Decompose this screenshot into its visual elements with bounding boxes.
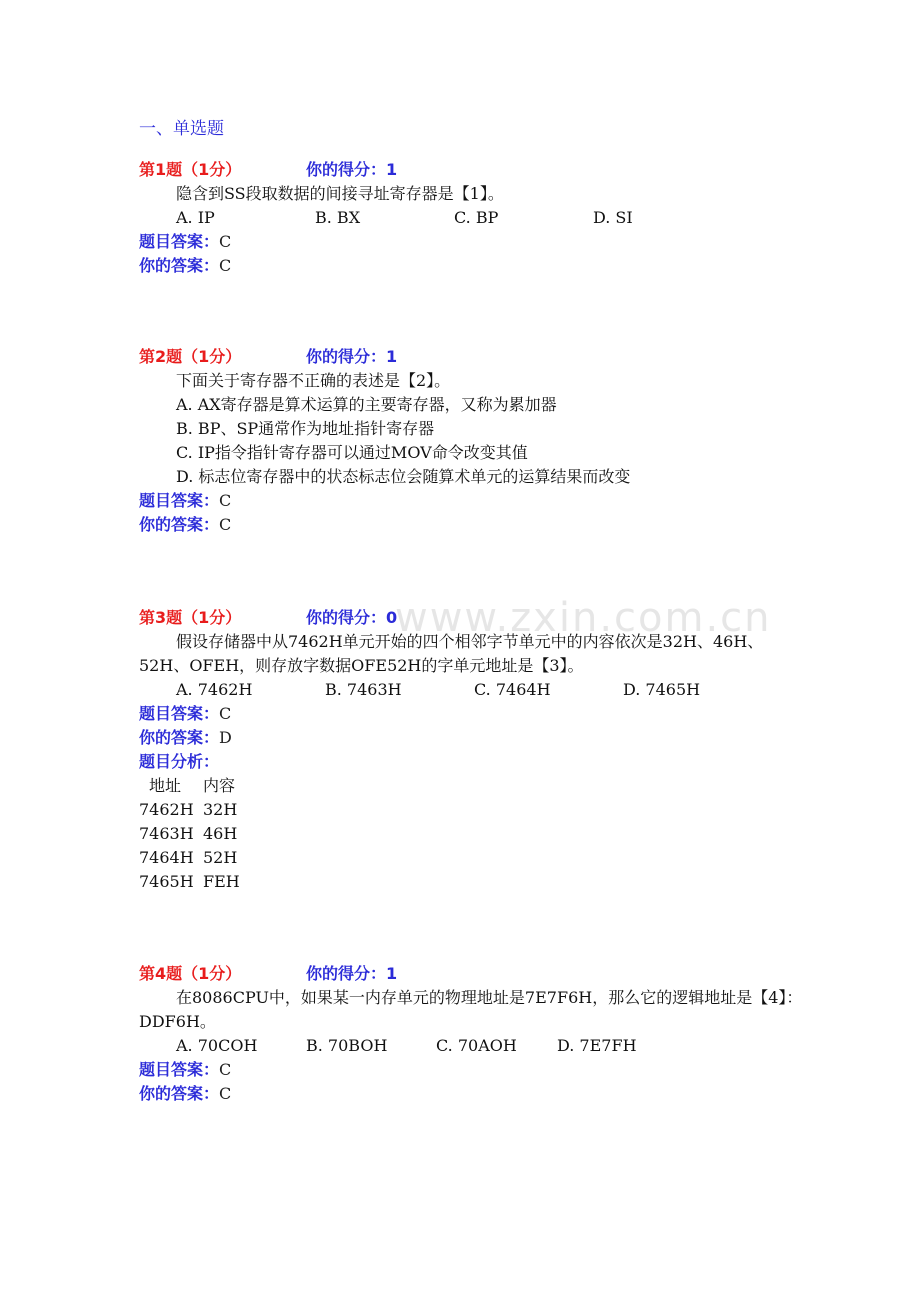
question-number: 第4题（1分） xyxy=(139,964,242,983)
question-4 xyxy=(139,962,819,1106)
row-address: 7464H xyxy=(139,848,194,867)
your-answer-value: C xyxy=(219,256,232,275)
answer-value: C xyxy=(219,704,232,723)
table-row xyxy=(139,846,819,870)
question-stem: 下面关于寄存器不正确的表述是【2】。 xyxy=(176,371,451,390)
score-value: 1 xyxy=(386,160,398,179)
question-number: 第1题（1分） xyxy=(139,160,242,179)
row-content: 46H xyxy=(203,824,238,843)
score-label: 你的得分： xyxy=(306,347,387,366)
score-value: 1 xyxy=(386,964,398,983)
option-b: B. 70BOH xyxy=(306,1036,388,1055)
answer-label: 题目答案： xyxy=(139,704,220,723)
answer-value: C xyxy=(219,1060,232,1079)
question-number: 第2题（1分） xyxy=(139,347,242,366)
correct-answer xyxy=(139,230,819,254)
row-content: 32H xyxy=(203,800,238,819)
question-stem: 假设存储器中从7462H单元开始的四个相邻字节单元中的内容依次是32H、46H、52H、OFEH，则存放字数据OFE52H的字单元地址是【3】。 xyxy=(139,632,764,675)
row-content: FEH xyxy=(203,872,240,891)
question-stem: 在8086CPU中，如果某一内存单元的物理地址是7E7F6H，那么它的逻辑地址是【4】：DDF6H。 xyxy=(139,988,803,1031)
option-a: A. 70COH xyxy=(176,1036,258,1055)
options-row xyxy=(139,1034,819,1058)
your-answer-label: 你的答案： xyxy=(139,515,220,534)
answer-label: 题目答案： xyxy=(139,232,220,251)
option-b: B. BX xyxy=(315,208,361,227)
your-answer xyxy=(139,1082,819,1106)
score-label: 你的得分： xyxy=(306,964,387,983)
score-value: 1 xyxy=(386,347,398,366)
question-3 xyxy=(139,606,819,894)
question-1 xyxy=(139,158,819,278)
option-d: D. 7465H xyxy=(623,680,701,699)
option-a: A. IP xyxy=(176,208,215,227)
option-c: C. 7464H xyxy=(474,680,551,699)
table-row xyxy=(139,870,819,894)
question-stem: 隐含到SS段取数据的间接寻址寄存器是【1】。 xyxy=(176,184,504,203)
section-title: 一、单选题 xyxy=(139,119,224,139)
question-number: 第3题（1分） xyxy=(139,608,242,627)
correct-answer xyxy=(139,489,819,513)
table-row xyxy=(139,798,819,822)
answer-label: 题目答案： xyxy=(139,1060,220,1079)
your-answer-value: D xyxy=(219,728,232,747)
option-d: D. 7E7FH xyxy=(557,1036,637,1055)
option-c: C. 70AOH xyxy=(436,1036,517,1055)
answer-value: C xyxy=(219,491,232,510)
option-b: B. 7463H xyxy=(325,680,402,699)
your-answer-label: 你的答案： xyxy=(139,256,220,275)
option-c: C. IP指令指针寄存器可以通过MOV命令改变其值 xyxy=(176,443,528,462)
analysis-label: 题目分析： xyxy=(139,752,220,771)
options-row xyxy=(139,678,819,702)
your-answer xyxy=(139,254,819,278)
your-answer-value: C xyxy=(219,515,232,534)
option-d: D. 标志位寄存器中的状态标志位会随算术单元的运算结果而改变 xyxy=(176,467,631,486)
row-address: 7462H xyxy=(139,800,194,819)
question-header xyxy=(139,345,819,369)
option-b: B. BP、SP通常作为地址指针寄存器 xyxy=(176,419,435,438)
row-content: 52H xyxy=(203,848,238,867)
option-a: A. 7462H xyxy=(176,680,253,699)
question-2 xyxy=(139,345,819,537)
your-answer-label: 你的答案： xyxy=(139,1084,220,1103)
answer-label: 题目答案： xyxy=(139,491,220,510)
score-label: 你的得分： xyxy=(306,608,387,627)
header-content: 内容 xyxy=(203,776,236,795)
table-row xyxy=(139,822,819,846)
score-label: 你的得分： xyxy=(306,160,387,179)
score-value: 0 xyxy=(386,608,398,627)
header-address: 地址 xyxy=(149,776,182,795)
answer-value: C xyxy=(219,232,232,251)
analysis-table-header xyxy=(139,774,819,798)
row-address: 7465H xyxy=(139,872,194,891)
correct-answer xyxy=(139,1058,819,1082)
row-address: 7463H xyxy=(139,824,194,843)
option-d: D. SI xyxy=(593,208,633,227)
your-answer xyxy=(139,726,819,750)
watermark: www.zxin.com.cn xyxy=(395,595,772,641)
option-c: C. BP xyxy=(454,208,499,227)
your-answer-label: 你的答案： xyxy=(139,728,220,747)
your-answer xyxy=(139,513,819,537)
correct-answer xyxy=(139,702,819,726)
question-header xyxy=(139,962,819,986)
option-a: A. AX寄存器是算术运算的主要寄存器，又称为累加器 xyxy=(176,395,557,414)
your-answer-value: C xyxy=(219,1084,232,1103)
options-row xyxy=(139,206,819,230)
analysis-heading xyxy=(139,750,819,774)
question-header xyxy=(139,158,819,182)
